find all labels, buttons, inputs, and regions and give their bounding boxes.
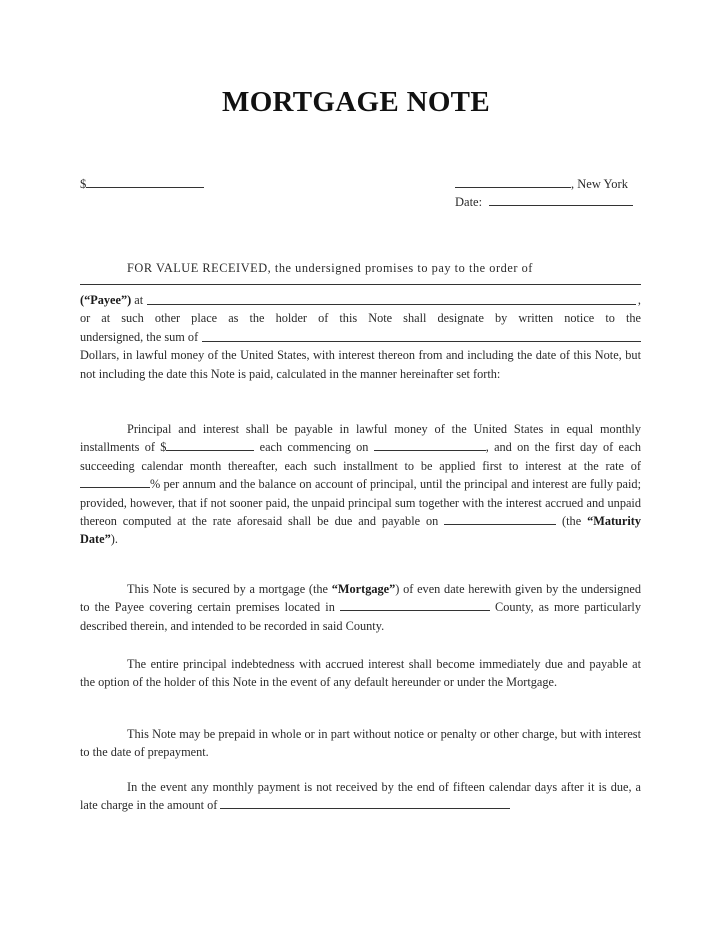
secured-text: This Note is secured by a mortgage (the [127, 582, 329, 596]
county-text: County, as more particularly described therein, and intended to be recorded in said County. [80, 600, 641, 633]
maturity-date-term: “Maturity Date” [80, 514, 642, 547]
sum-blank[interactable] [202, 341, 641, 342]
amount-blank[interactable] [86, 176, 204, 188]
paragraph-default [80, 655, 641, 692]
payee-label: (“Payee”) [80, 293, 132, 307]
commencing-text: each commencing on [259, 440, 369, 455]
paragraph-secured [80, 580, 641, 635]
lawful-money-text: Dollars, in lawful money of the United States, with interest thereon from and including the date of this Note, but not including the date this Note is paid, calculated in the manner hereinafter set forth: [80, 348, 641, 381]
mortgage-term: “Mortgage” [331, 582, 396, 596]
designate-line: or at such other place as the holder of this Note shall designate by written notice to the [80, 311, 641, 326]
premises-location-blank[interactable] [340, 599, 490, 611]
succeeding-text: , and on the first day of each succeeding calendar month thereafter, each such installment to be applied first to interest at the rate of [80, 440, 642, 473]
amount-field [80, 176, 204, 192]
maturity-date-blank[interactable] [444, 513, 556, 525]
commencing-date-blank[interactable] [374, 439, 486, 451]
sum-of-text: undersigned, the sum of [80, 329, 199, 344]
paragraph-prepayment [80, 725, 641, 762]
comma-text: , [637, 293, 641, 307]
paragraph-value-received [80, 259, 641, 277]
installments-text: Principal and interest shall be payable in lawful money of the United States in equal monthly installments of $ [80, 422, 641, 455]
value-received-text: FOR VALUE RECEIVED, the undersigned promises to pay to the order of [127, 261, 533, 275]
dollar-sign: $ [80, 177, 87, 191]
paragraph-late-charge [80, 778, 641, 815]
date-field [455, 194, 633, 210]
premises-text: ) of even date herewith given by the undersigned to the Payee covering certain premises located in [80, 582, 641, 615]
date-label: Date: [455, 195, 483, 209]
end-paren: ). [110, 532, 118, 547]
late-charge-text: In the event any monthly payment is not received by the end of fifteen calendar days after it is due, a late charge in the amount of [80, 780, 641, 813]
installment-amount-blank[interactable] [166, 439, 254, 451]
location-suffix: , New York [571, 177, 628, 191]
interest-rate-blank[interactable] [80, 476, 150, 488]
at-text: at [134, 293, 144, 307]
paragraph-principal-interest [80, 420, 641, 549]
the-text: (the [562, 514, 582, 529]
document-title: MORTGAGE NOTE [222, 86, 490, 118]
location-field [455, 176, 628, 192]
prepayment-text: This Note may be prepaid in whole or in part without notice or penalty or other charge, but with interest to the date of prepayment. [80, 727, 641, 760]
payee-name-blank[interactable] [80, 284, 641, 285]
date-blank[interactable] [489, 194, 633, 206]
late-charge-blank[interactable] [220, 797, 510, 809]
paragraph-payee [80, 291, 641, 383]
default-text: The entire principal indebtedness with accrued interest shall become immediately due and payable at the option of the holder of this Note in the event of any default hereunder or under the Mortgage. [80, 657, 641, 690]
city-blank[interactable] [455, 176, 571, 188]
per-annum-text: % per annum and the balance on account of principal, until the principal and interest are fully paid; provided, however, that if not sooner paid, the unpaid principal sum together with the interest accrued and unpaid thereon computed at the rate aforesaid shall be due and payable on [80, 477, 641, 529]
payee-address-blank[interactable] [147, 304, 636, 305]
